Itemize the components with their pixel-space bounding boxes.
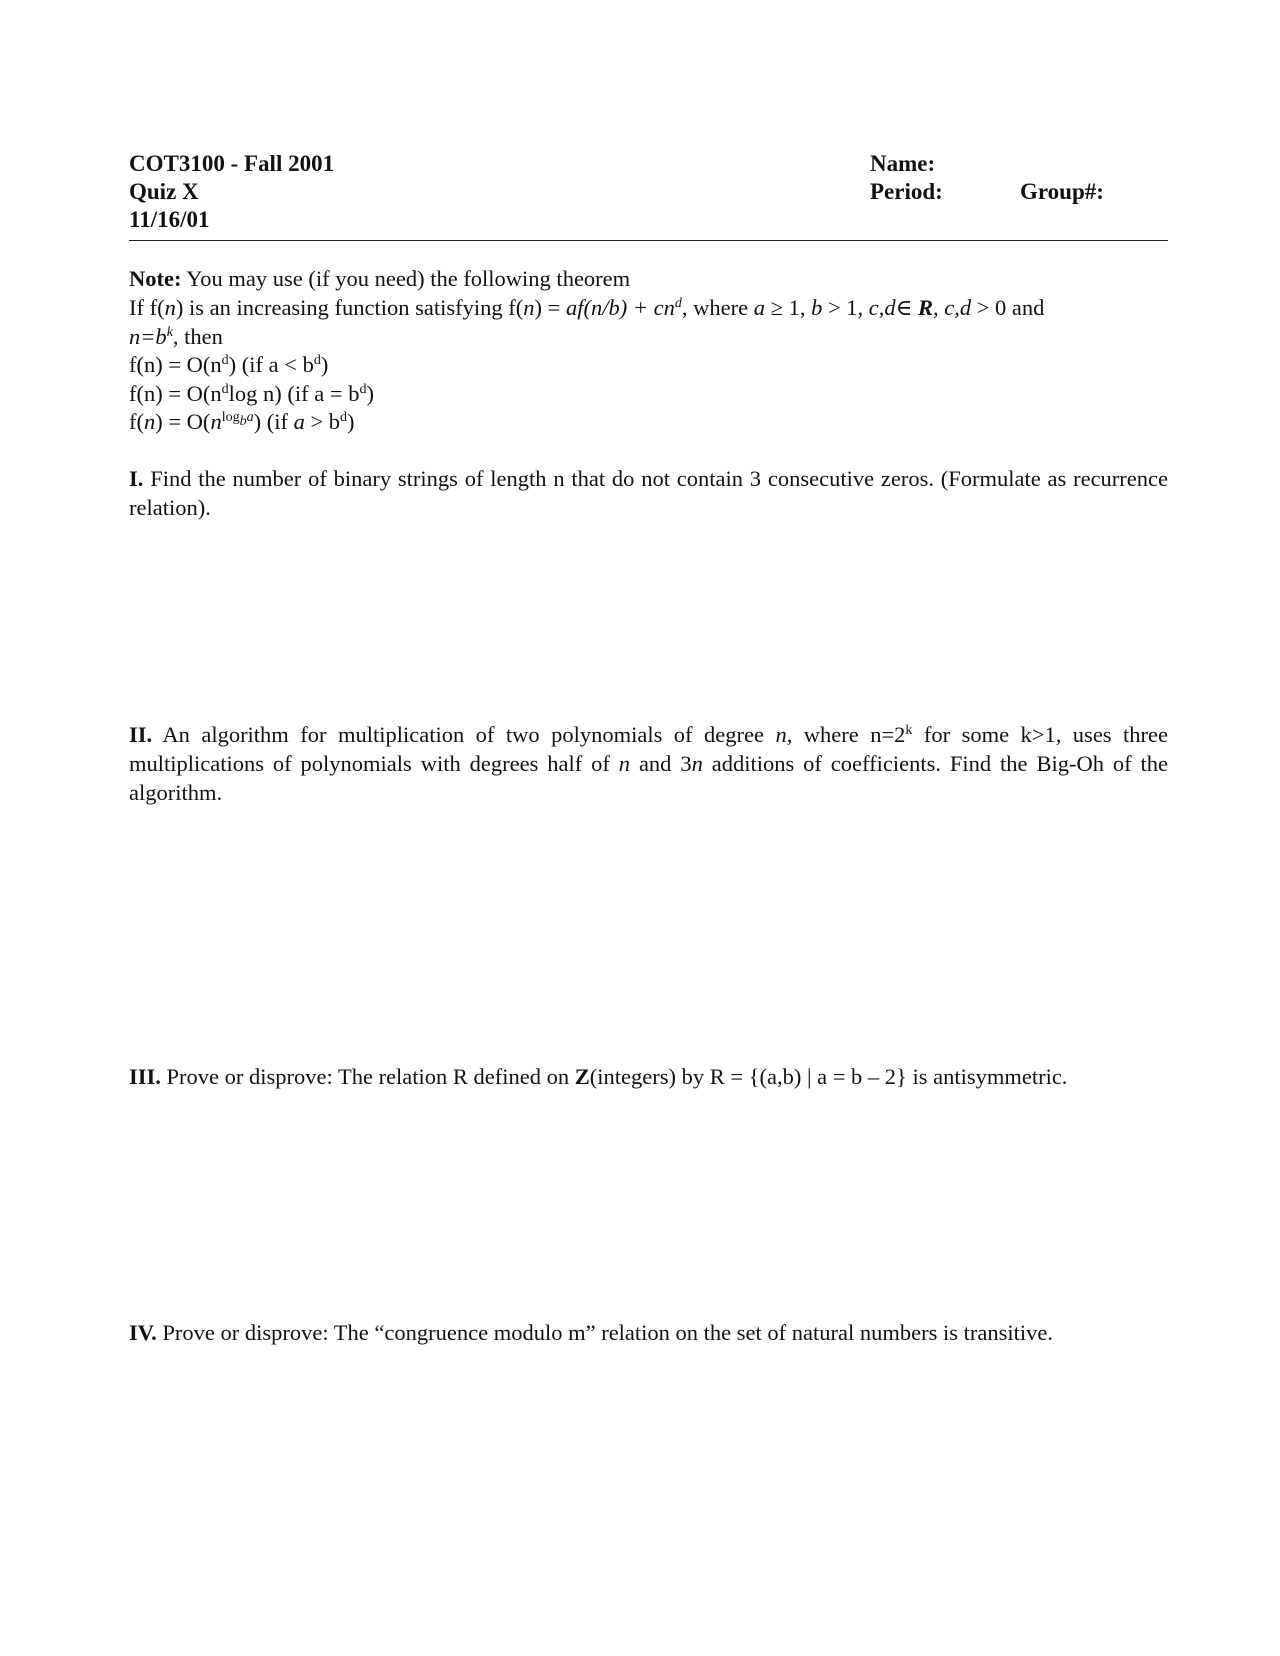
question-1-label: I. xyxy=(129,466,144,491)
theorem-note xyxy=(129,264,1168,437)
course-title: COT3100 - Fall 2001 xyxy=(129,151,335,176)
question-3: III. Prove or disprove: The relation R defined on Z(integers) by R = {(a,b) | a = b – 2} is antisymmetric. xyxy=(129,1064,1068,1089)
case-a-greater: $f(n) = O(n^{log_ba})$ (if $a > b^d$) xyxy=(129,409,355,434)
header-divider xyxy=(129,240,1168,241)
period-label: Period: xyxy=(870,179,943,204)
case-a-equal: $f(n) = O(n^d\log$ n) (if $a = b^d$) xyxy=(129,380,374,406)
quiz-date: 11/16/01 xyxy=(129,207,210,232)
theorem-cases xyxy=(129,351,1168,437)
question-4-label: IV. xyxy=(129,1320,157,1345)
question-2: II. An algorithm for multiplication of two polynomials of degree n, where $n=2^k$ for some k>1, uses three multiplications of polynomials with degrees half of n and 3n additions of coefficients. Find the Big-Oh of the algorithm. xyxy=(129,722,1168,805)
question-1 xyxy=(129,464,1168,522)
question-4 xyxy=(129,1318,1168,1347)
case-a-less: $f(n) = O(n^d)$ (if $a < b^d$) xyxy=(129,352,329,377)
name-label: Name: xyxy=(870,151,936,176)
question-1-text: Find the number of binary strings of length n that do not contain 3 consecutive zeros. (Formulate as recurrence relation). xyxy=(129,466,1168,520)
note-condition: If f(n) is an increasing function satisfying $f(n) = af(n/b) + cn^d$, where a ≥ 1, b > 1, c,d∈ R, c,d > 0 and $n=b^k$, then xyxy=(129,295,1045,349)
quiz-title: Quiz X xyxy=(129,179,199,204)
question-3-label: III. xyxy=(129,1064,161,1089)
header-course-info xyxy=(129,150,334,234)
note-label: Note: xyxy=(129,266,182,291)
question-2-label: II. xyxy=(129,722,153,747)
header-student-fields xyxy=(870,150,1104,206)
question-4-text: Prove or disprove: The “congruence modulo m” relation on the set of natural numbers is transitive. xyxy=(156,1320,1053,1345)
group-label: Group#: xyxy=(1020,179,1104,204)
note-intro: Note: You may use (if you need) the following theorem xyxy=(129,266,631,291)
